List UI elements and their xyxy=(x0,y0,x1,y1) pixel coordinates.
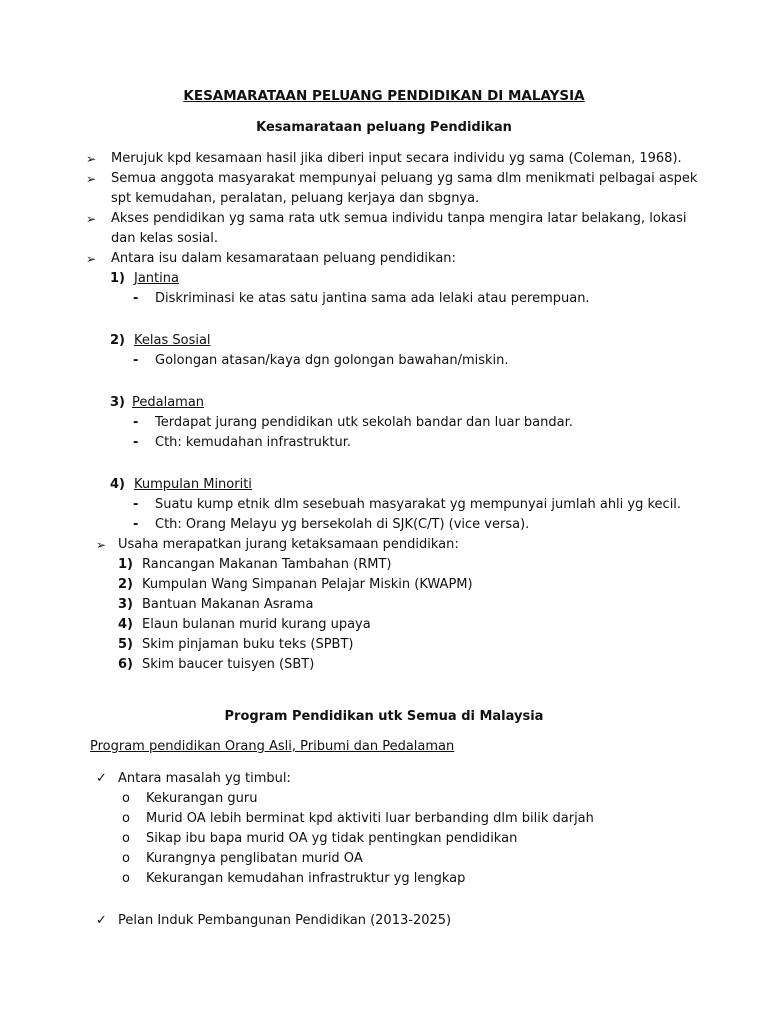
effort-item: Kumpulan Wang Simpanan Pelajar Miskin (KWAPM) xyxy=(142,577,473,592)
dash-bullet: - xyxy=(133,415,139,430)
problem-item: Kekurangan guru xyxy=(146,791,258,806)
dash-bullet: - xyxy=(133,517,139,532)
arrow-bullet-icon: ➢ xyxy=(86,212,97,226)
arrow-bullet-icon: ➢ xyxy=(86,172,97,186)
effort-item: Rancangan Makanan Tambahan (RMT) xyxy=(142,557,392,572)
section-subheading: Program pendidikan Orang Asli, Pribumi dan Pedalaman xyxy=(90,739,455,754)
arrow-bullet-icon: ➢ xyxy=(96,538,107,552)
document-subtitle: Kesamarataan peluang Pendidikan xyxy=(256,120,512,135)
effort-number: 4) xyxy=(118,617,133,632)
effort-number: 1) xyxy=(118,557,133,572)
issue-point: Terdapat jurang pendidikan utk sekolah bandar dan luar bandar. xyxy=(155,415,573,430)
effort-item: Elaun bulanan murid kurang upaya xyxy=(142,617,371,632)
circle-bullet: o xyxy=(122,791,130,806)
issue-point: Golongan atasan/kaya dgn golongan bawahan/miskin. xyxy=(155,353,509,368)
effort-number: 3) xyxy=(118,597,133,612)
issue-heading: Kumpulan Minoriti xyxy=(134,477,252,492)
checkmark-icon: ✓ xyxy=(96,913,107,928)
issue-point: Cth: kemudahan infrastruktur. xyxy=(155,435,352,450)
issue-point: Suatu kump etnik dlm sesebuah masyarakat yg mempunyai jumlah ahli yg kecil. xyxy=(155,497,682,512)
plan-item: Pelan Induk Pembangunan Pendidikan (2013-2025) xyxy=(118,913,452,928)
circle-bullet: o xyxy=(122,831,130,846)
effort-item: Skim pinjaman buku teks (SPBT) xyxy=(142,637,354,652)
issue-number: 3) xyxy=(110,395,125,410)
dash-bullet: - xyxy=(133,291,139,306)
efforts-intro: Usaha merapatkan jurang ketaksamaan pendidikan: xyxy=(118,537,459,552)
dash-bullet: - xyxy=(133,497,139,512)
issue-heading: Kelas Sosial xyxy=(134,333,211,348)
dash-bullet: - xyxy=(133,435,139,450)
effort-number: 2) xyxy=(118,577,133,592)
circle-bullet: o xyxy=(122,871,130,886)
problem-item: Kurangnya penglibatan murid OA xyxy=(146,851,363,866)
issue-number: 1) xyxy=(110,271,125,286)
problem-item: Kekurangan kemudahan infrastruktur yg lengkap xyxy=(146,871,466,886)
bullet-text: Antara isu dalam kesamarataan peluang pendidikan: xyxy=(111,251,456,266)
bullet-text: Merujuk kpd kesamaan hasil jika diberi input secara individu yg sama (Coleman, 1968). xyxy=(111,151,682,166)
circle-bullet: o xyxy=(122,811,130,826)
bullet-text: Semua anggota masyarakat mempunyai peluang yg sama dlm menikmati pelbagai aspek xyxy=(111,171,698,186)
effort-number: 6) xyxy=(118,657,133,672)
bullet-text: dan kelas sosial. xyxy=(111,231,218,246)
arrow-bullet-icon: ➢ xyxy=(86,152,97,166)
section-title: Program Pendidikan utk Semua di Malaysia xyxy=(224,709,544,724)
issue-number: 2) xyxy=(110,333,125,348)
checkmark-icon: ✓ xyxy=(96,771,107,786)
issue-point: Cth: Orang Melayu yg bersekolah di SJK(C/T) (vice versa). xyxy=(155,517,530,532)
arrow-bullet-icon: ➢ xyxy=(86,252,97,266)
issue-heading: Jantina xyxy=(134,271,179,286)
issue-heading: Pedalaman xyxy=(132,395,205,410)
effort-item: Bantuan Makanan Asrama xyxy=(142,597,314,612)
dash-bullet: - xyxy=(133,353,139,368)
problem-item: Murid OA lebih berminat kpd aktiviti luar berbanding dlm bilik darjah xyxy=(146,811,594,826)
issue-point: Diskriminasi ke atas satu jantina sama ada lelaki atau perempuan. xyxy=(155,291,590,306)
circle-bullet: o xyxy=(122,851,130,866)
effort-item: Skim baucer tuisyen (SBT) xyxy=(142,657,315,672)
problem-item: Sikap ibu bapa murid OA yg tidak pentingkan pendidikan xyxy=(146,831,518,846)
effort-number: 5) xyxy=(118,637,133,652)
issue-number: 4) xyxy=(110,477,125,492)
bullet-text: Akses pendidikan yg sama rata utk semua individu tanpa mengira latar belakang, lokasi xyxy=(111,211,687,226)
problems-intro: Antara masalah yg timbul: xyxy=(118,771,291,786)
document-title: KESAMARATAAN PELUANG PENDIDIKAN DI MALAYSIA xyxy=(183,88,585,104)
bullet-text: spt kemudahan, peralatan, peluang kerjaya dan sbgnya. xyxy=(111,191,480,206)
